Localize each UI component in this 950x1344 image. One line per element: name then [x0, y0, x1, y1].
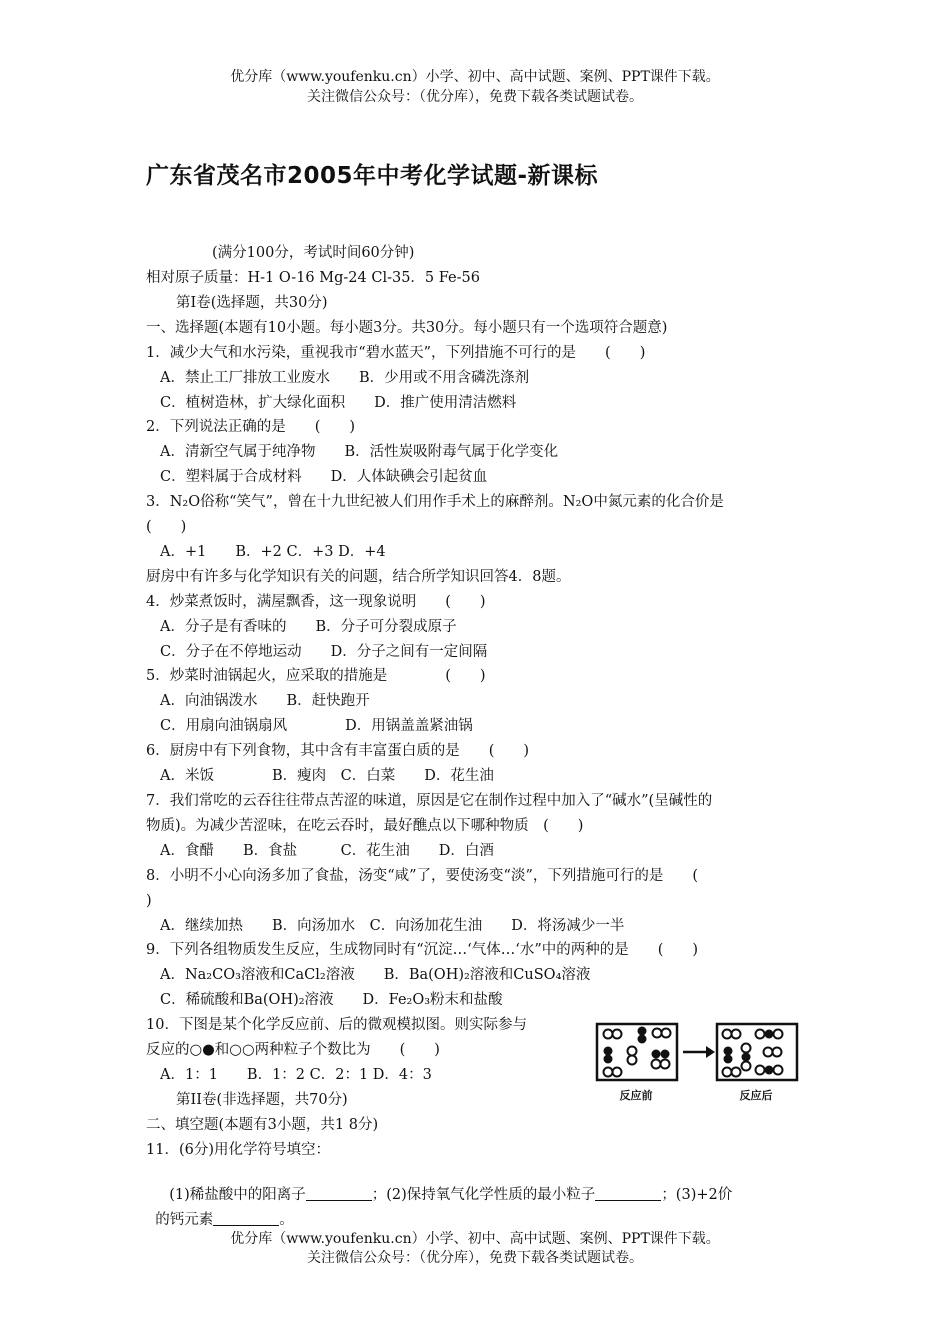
site-footer-line2: 关注微信公众号：（优分库），免费下载各类试题试卷。: [307, 1250, 643, 1266]
section-1-heading: 第I卷(选择题，共30分): [176, 295, 328, 311]
question-3: 3．N₂O俗称“笑气”，曾在十九世纪被人们用作手术上的麻醉剂。N₂O中氮元素的化合价是: [146, 494, 724, 510]
question-2: 2．下列说法正确的是 ( ): [146, 419, 356, 435]
q11-part3-label: ；(3)+2价: [661, 1187, 733, 1203]
question-10: 10．下图是某个化学反应前、后的微观模拟图。则实际参与: [146, 1017, 527, 1033]
q4-options-ab: A．分子是有香味的 B．分子可分裂成原子: [160, 619, 457, 635]
question-8-cont: ): [146, 893, 152, 909]
q6-options: A．米饭 B．瘦肉 C．白菜 D．花生油: [160, 768, 494, 784]
question-7: 7．我们常吃的云吞往往带点苦涩的味道，原因是它在制作过程中加入了“碱水”(呈碱性的: [146, 793, 713, 809]
q7-options: A．食醋 B．食盐 C．花生油 D．白酒: [160, 843, 494, 859]
kitchen-intro: 厨房中有许多与化学知识有关的问题，结合所学知识回答4．8题。: [146, 569, 571, 585]
q4-options-cd: C．分子在不停地运动 D．分子之间有一定间隔: [160, 644, 488, 660]
question-8: 8．小明不小心向汤多加了食盐，汤变“咸”了，要使汤变“淡”，下列措施可行的是 (: [146, 868, 699, 884]
question-4: 4．炒菜煮饭时，满屋飘香，这一现象说明 ( ): [146, 594, 486, 610]
page-title: 广东省茂名市2005年中考化学试题-新课标: [146, 163, 599, 189]
after-label: 反应后: [739, 1089, 773, 1102]
q11-blank-2[interactable]: [595, 1186, 661, 1201]
part-1-instructions: 一、选择题(本题有10小题。每小题3分。共30分。每小题只有一个选项符合题意): [146, 320, 668, 336]
q11-part3-cont: 的钙元素: [155, 1212, 214, 1228]
q2-options-cd: C．塑料属于合成材料 D．人体缺碘会引起贫血: [160, 469, 488, 485]
question-10-cont: 反应的○●和○○两种粒子个数比为 ( ): [146, 1042, 440, 1058]
question-9: 9．下列各组物质发生反应，生成物同时有“沉淀…‘气体…‘水”中的两种的是 ( ): [146, 942, 699, 958]
section-2-heading: 第II卷(非选择题，共70分): [176, 1092, 348, 1108]
site-header-line1: 优分库（www.youfenku.cn）小学、初中、高中试题、案例、PPT课件下载。: [230, 69, 720, 85]
q1-options-ab: A．禁止工厂排放工业废水 B．少用或不用含磷洗涤剂: [160, 370, 530, 386]
atomic-mass: 相对原子质量：H-1 O-16 Mg-24 Cl-35．5 Fe-56: [146, 270, 480, 286]
part-2-instructions: 二、填空题(本题有3小题，共1 8分): [146, 1117, 379, 1133]
question-11-blanks-cont: [146, 1190, 294, 1230]
q3-answer-bracket: ( ): [146, 519, 187, 535]
site-header-line2: 关注微信公众号：（优分库），免费下载各类试题试卷。: [307, 89, 643, 105]
after-box: [717, 1024, 797, 1080]
q11-blank-1[interactable]: [306, 1186, 372, 1201]
question-6: 6．厨房中有下列食物，其中含有丰富蛋白质的是 ( ): [146, 743, 530, 759]
q3-options: A．+1 B．+2 C．+3 D．+4: [160, 544, 386, 560]
arrow-icon: [683, 1046, 715, 1058]
q11-blank-3[interactable]: [213, 1211, 279, 1226]
exam-info: (满分100分，考试时间60分钟): [212, 245, 415, 261]
q11-end-mark: 。: [279, 1212, 294, 1228]
q1-options-cd: C．植树造林，扩大绿化面积 D．推广使用清洁燃料: [160, 395, 517, 411]
q5-options-ab: A．向油锅泼水 B．赶快跑开: [160, 693, 370, 709]
reaction-diagram: [594, 1020, 800, 1106]
question-11: 11．(6分)用化学符号填空：: [146, 1142, 330, 1158]
q8-options: A．继续加热 B．向汤加水 C．向汤加花生油 D．将汤减少一半: [160, 918, 625, 934]
q11-part2-label: ；(2)保持氧气化学性质的最小粒子: [371, 1187, 596, 1203]
question-1: 1．减少大气和水污染，重视我市“碧水蓝天”，下列措施不可行的是 ( ): [146, 345, 646, 361]
site-footer-line1: 优分库（www.youfenku.cn）小学、初中、高中试题、案例、PPT课件下载。: [230, 1231, 720, 1247]
question-7-cont: 物质)。为减少苦涩味，在吃云吞时，最好醮点以下哪种物质 ( ): [146, 818, 584, 834]
q10-options: A．1：1 B．1：2 C．2：1 D．4：3: [160, 1067, 432, 1083]
before-label: 反应前: [619, 1089, 653, 1102]
before-box: [597, 1024, 677, 1080]
q9-options-ab: A．Na₂CO₃溶液和CaCl₂溶液 B．Ba(OH)₂溶液和CuSO₄溶液: [160, 967, 591, 983]
q5-options-cd: C．用扇向油锅扇风 D．用锅盖盖紧油锅: [160, 718, 473, 734]
q11-part1-label: (1)稀盐酸中的阳离子: [169, 1187, 306, 1203]
question-5: 5．炒菜时油锅起火，应采取的措施是 ( ): [146, 668, 486, 684]
q2-options-ab: A．清新空气属于纯净物 B．活性炭吸附毒气属于化学变化: [160, 444, 559, 460]
q9-options-cd: C．稀硫酸和Ba(OH)₂溶液 D．Fe₂O₃粉末和盐酸: [160, 992, 503, 1008]
